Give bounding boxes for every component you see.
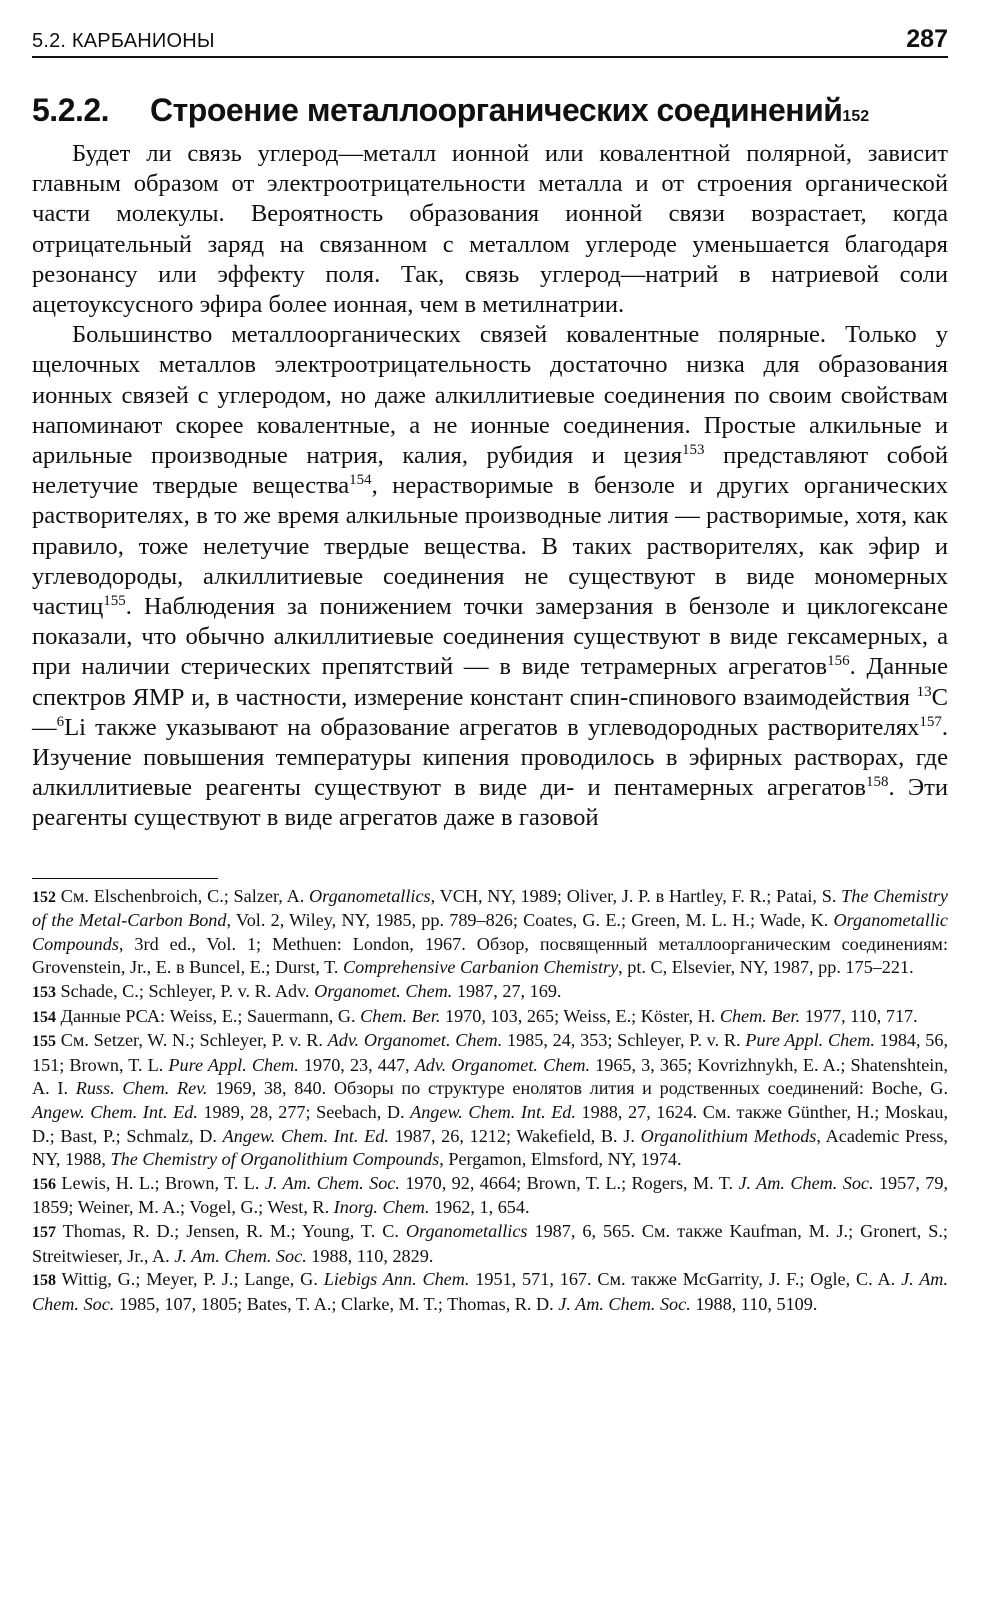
footnote-italic: J. Am. Chem. Soc. [174,1245,307,1266]
footnote-italic: Organometallic Compounds [32,910,948,954]
footnote-number: 154 [32,1008,56,1026]
footnote-italic: J. Am. Chem. Soc. [264,1172,400,1193]
footnote-text: 1988, 110, 2829. [306,1245,434,1266]
footnote-text: , Pergamon, Elmsford, NY, 1974. [439,1149,682,1170]
paragraph-1: Будет ли связь углерод—металл ионной или ковалентной полярной, зависит главным образом от электроотрицательности металла и от строения органической части молекулы. Вероятность образования ионной связи возрастает, когда отрицательный заряд на связанном с металлом углероде уменьшается благодаря резонансу или эффекту поля. Так, связь углерод—натрий в натриевой соли ацетоуксусного эфира более ионная, чем в метилнатрии. [32,140,948,319]
footnote-text: , Vol. 2, Wiley, NY, 1985, pp. 789–826; Coates, G. E.; Green, M. L. H.; Wade, K. [226,910,834,931]
p2-text: Li также указывают на образование агрегатов в углеводородных растворителях [64,713,920,741]
p2-text: . Наблюдения за понижением точки замерзания в бензоле и циклогексане показали, что обычно алкиллитиевые соединения существуют в виде гексамерных, а при наличии стерических препятствий — в виде тетрамерных агрегатов [32,593,948,681]
footnote-156 [32,1172,948,1220]
footnote-italic: Organolithium Methods [640,1125,817,1146]
footnote-152 [32,885,948,980]
footnote-ref-157[interactable]: 157 [919,713,942,730]
footnote-ref-154[interactable]: 154 [349,472,372,489]
footnote-text: 1969, 38, 840. Обзоры по структуре енолятов лития и родственных соединений: Boche, G. [207,1078,948,1099]
footnote-text: Thomas, R. D.; Jensen, R. M.; Young, T. C. [56,1220,406,1241]
p2-text: представляют собой нелетучие твердые вещества [32,442,948,500]
running-head-section: 5.2. КАРБАНИОНЫ [32,30,215,52]
footnote-italic: Chem. Ber. [719,1005,801,1026]
footnote-italic: Russ. Chem. Rev. [75,1078,208,1099]
footnote-ref-153[interactable]: 153 [682,441,705,458]
p2-text: . Изучение повышения температуры кипения проводилось в эфирных растворах, где алкиллитиевые реагенты существуют в виде ди- и пентамерных агрегатов [32,713,948,802]
footnote-number: 158 [32,1272,56,1290]
footnote-italic: Angew. Chem. Int. Ed. [32,1102,198,1123]
footnote-italic: Angew. Chem. Int. Ed. [410,1102,576,1123]
footnote-italic: Pure Appl. Chem. [745,1030,875,1051]
p2-text: . Эти реагенты существуют в виде агрегатов даже в газовой [32,774,948,832]
footnote-italic: Adv. Organomet. Chem. [327,1030,503,1051]
footnote-italic: Angew. Chem. Int. Ed. [222,1125,389,1146]
footnote-italic: Liebigs Ann. Chem. [323,1269,470,1290]
section-title: Строение металлоорганических соединений [150,92,843,128]
footnote-text: 1951, 571, 167. См. также McGarrity, J. F.; Ogle, C. A. [469,1269,902,1290]
footnote-text: 1965, 3, 365; Kovrizhnykh, E. A.; Shatenshtein, A. I. [32,1054,948,1099]
footnote-italic: Organomet. Chem. [314,981,453,1002]
footnote-text: Lewis, H. L.; Brown, T. L. [56,1172,265,1193]
footnote-text: См. Elschenbroich, C.; Salzer, A. [56,885,310,906]
footnote-text: 1962, 1, 654. [429,1197,530,1218]
footnote-155 [32,1029,948,1172]
footnote-text: Wittig, G.; Meyer, P. J.; Lange, G. [56,1269,324,1290]
section-footnote-ref[interactable]: 152 [842,108,870,125]
footnote-italic: Inorg. Chem. [333,1197,430,1218]
footnote-number: 156 [32,1175,56,1193]
footnote-text: , 3rd ed., Vol. 1; Methuen: London, 1967. Обзор, посвященный металлоорганическим соединениям: Grovenstein, Jr., E. в Buncel, E.; Durst, T. [32,933,948,978]
footnote-ref-158[interactable]: 158 [865,774,889,791]
footnote-text: , Academic Press, NY, 1988, [32,1125,948,1170]
footnote-157 [32,1220,948,1268]
footnote-italic: Chem. Ber. [360,1005,441,1026]
book-page [32,22,948,1316]
footnote-text: См. Setzer, W. N.; Schleyer, P. v. R. [56,1030,328,1051]
footnote-italic: Organometallics [309,885,431,906]
footnote-text: 1987, 6, 565. См. также Kaufman, M. J.; Gronert, S.; Streitwieser, Jr., A. [32,1220,948,1266]
footnote-text: 1984, 56, 151; Brown, T. L. [32,1030,949,1075]
footnote-italic: Pure Appl. Chem. [168,1054,299,1075]
footnote-italic: Comprehensive Carbanion Chemistry [343,957,619,978]
running-head [32,22,948,58]
footnote-text: 1977, 110, 717. [800,1005,918,1026]
footnote-text: 1970, 103, 265; Weiss, E.; Köster, H. [440,1005,720,1026]
section-heading [32,92,948,129]
p2-text: Большинство металлоорганических связей ковалентные полярные. Только у щелочных металлов электроотрицательность достаточно низка для образования ионных связей с углеродом, но даже алкиллитиевые соединения по своим свойствам напоминают скорее ковалентные, а не ионные соединения. Простые алкильные и арильные производные натрия, калия, рубидия и цезия [32,321,948,470]
footnote-text: 1985, 24, 353; Schleyer, P. v. R. [502,1030,746,1051]
footnote-ref-156[interactable]: 156 [827,653,850,670]
footnote-text: 1989, 28, 277; Seebach, D. [197,1102,411,1123]
footnote-text: , VCH, NY, 1989; Oliver, J. P. в Hartley, F. R.; Patai, S. [430,885,842,906]
footnote-ref-155[interactable]: 155 [103,592,126,609]
footnote-italic: J. Am. Chem. Soc. [558,1293,691,1314]
footnote-separator [32,878,218,879]
page-number: 287 [906,25,948,53]
isotope-mass-6: 6 [56,713,65,730]
footnote-italic: Adv. Organomet. Chem. [414,1054,591,1075]
p2-text: . Данные спектров ЯМР и, в частности, измерение констант спин-спинового взаимодействия [32,653,948,711]
footnote-text: Schade, C.; Schleyer, P. v. R. Adv. [56,981,315,1002]
footnote-154 [32,1005,948,1030]
section-number: 5.2.2. [32,92,110,128]
footnote-italic: The Chemistry of the Metal-Carbon Bond [32,885,948,931]
isotope-mass-13: 13 [916,683,932,700]
footnote-153 [32,980,948,1005]
footnote-text: 1970, 23, 447, [298,1054,415,1075]
footnote-number: 157 [32,1223,56,1241]
footnote-text: , pt. C, Elsevier, NY, 1987, pp. 175–221. [618,957,914,978]
footnote-italic: J. Am. Chem. Soc. [738,1172,874,1193]
p2-text: , нерастворимые в бензоле и других органических растворителях, в то же время алкильные производные лития — растворимые, хотя, как правило, тоже нелетучие твердые вещества. В таких растворителях, как эфир и углеводороды, алкиллитиевые соединения не существуют в виде мономерных частиц [32,472,949,621]
footnote-italic: J. Am. Chem. Soc. [32,1269,948,1314]
footnote-text: 1970, 92, 4664; Brown, T. L.; Rogers, M. T. [399,1172,739,1193]
footnote-158 [32,1268,948,1316]
footnote-number: 152 [32,888,56,906]
footnote-text: 1985, 107, 1805; Bates, T. A.; Clarke, M. T.; Thomas, R. D. [114,1293,559,1314]
footnote-text: 1987, 27, 169. [452,981,562,1002]
footnote-text: 1988, 110, 5109. [690,1293,818,1314]
footnote-number: 153 [32,984,56,1002]
footnote-number: 155 [32,1033,56,1051]
footnote-italic: Organometallics [405,1220,528,1241]
paragraph-2 [32,320,948,833]
footnote-italic: The Chemistry of Organolithium Compounds [110,1149,440,1170]
footnote-text: 1987, 26, 1212; Wakefield, B. J. [388,1125,641,1146]
footnote-text: Данные РСА: Weiss, E.; Sauermann, G. [56,1005,361,1026]
p2-text: C— [32,683,948,741]
footnote-text: 1988, 27, 1624. См. также Günther, H.; Moskau, D.; Bast, P.; Schmalz, D. [32,1102,949,1146]
footnote-text: 1957, 79, 1859; Weiner, M. A.; Vogel, G.; West, R. [32,1172,948,1218]
